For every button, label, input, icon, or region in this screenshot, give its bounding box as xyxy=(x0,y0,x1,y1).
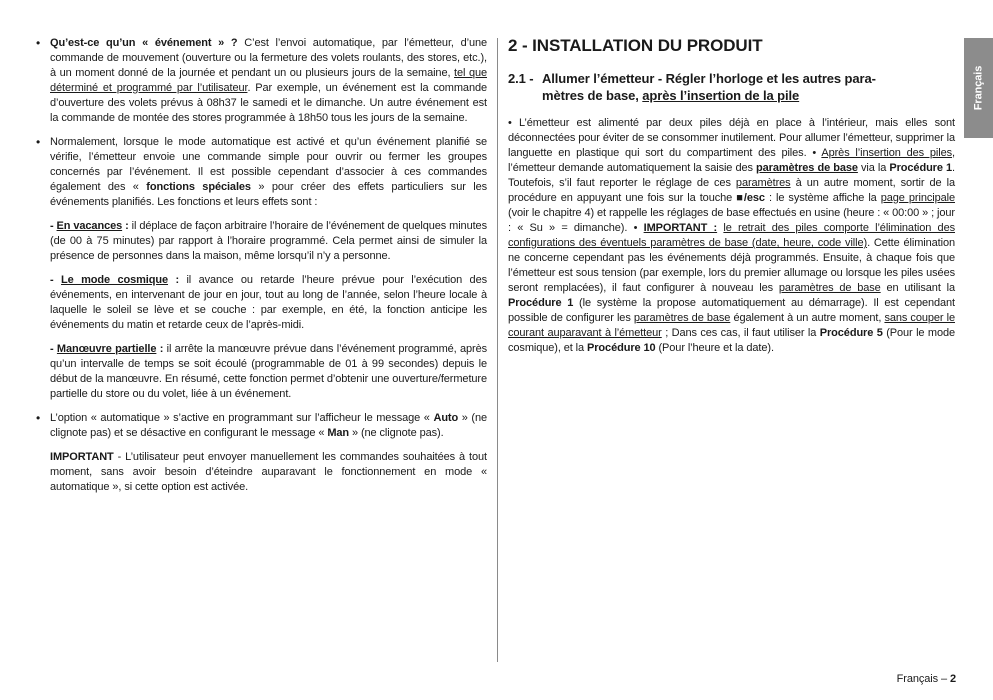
language-side-tab-label: Français xyxy=(972,65,984,111)
paragraph-cosmic-mode: - Le mode cosmique : il avance ou retarde l’heure prévue pour l’exécution des événements, en intervenant de jour en jour, tout au long de l’année, selon l’heure locale à laquelle le soleil se lève et se couche : par exemple, en été, la fonction anticipe les événements du matin et retarde ceux de l’après-midi. xyxy=(50,274,487,331)
cosmic-mode-term: Le mode cosmique xyxy=(61,274,169,286)
vacation-mode-term: En vacances xyxy=(56,220,123,232)
installation-body: • L’émetteur est alimenté par deux piles déjà en place à l’intérieur, mais elles sont déconnectées pour éviter de se consommer inutilement. Pour allumer l’émetteur, supprimer la languette en plastique qui sort du compartiment des piles. • Après l’insertion des piles, l’émetteur demande automatiquement la saisie des paramètres de base via la Procédure 1. Toutefois, s’il faut reporter le réglage de ces paramètres à un autre moment, sortir de la procédure en appuyant une fois sur la touche ■/esc : le système affiche la page principale (voir le chapitre 4) et rappelle les réglages de base effectués en usine (heure : « 00:00 » ; jour : « Su » = dimanche). • IMPORTANT : le retrait des piles comporte l’élimination des configurations des éventuels paramètres de base (date, heure, code ville). Cette élimination ne concerne cependant pas les événements déjà programmés. Ensuite, à chaque fois que l’émetteur est sous tension (par exemple, lors du premier allumage ou lorsque les piles usées seront remplacées), il faut configurer à nouveau les paramètres de base en utilisant la Procédure 1 (le système la propose automatiquement au démarrage). Il est cependant possible de configurer les paramètres de base également à un autre moment, sans couper le courant auparavant à l’émetteur ; Dans ces cas, il faut utiliser la Procédure 5 (Pour le mode cosmique), et la Procédure 10 (Pour l’heure et la date). xyxy=(508,117,956,354)
column-divider xyxy=(497,38,498,662)
paragraph-auto-option: • L’option « automatique » s’active en programmant sur l’afficheur le message « Auto » (ne clignote pas) et se désactive en configurant le message « Man » (ne clignote pas). xyxy=(36,411,487,441)
esc-key-label: ■/esc xyxy=(736,192,765,204)
page-footer xyxy=(897,672,956,687)
event-question: Qu’est-ce qu’un « événement » ? xyxy=(50,37,238,49)
subsection-title: 2.1 - Allumer l’émetteur - Régler l’horloge et les autres para- mètres de base, après l’insertion de la pile xyxy=(508,71,876,103)
right-column xyxy=(508,36,955,356)
paragraph-vacation-mode: - En vacances : il déplace de façon arbitraire l’horaire de l’événement de quelques minutes (de 00 à 75 minutes) par rapport à l’horaire programmé. Cela permet ainsi de simuler la présence de personnes dans la maison, même lorsqu’il n’y a personne. xyxy=(50,220,487,262)
language-side-tab xyxy=(964,38,993,138)
footer-language: Français – xyxy=(896,673,950,685)
section-title: 2 - INSTALLATION DU PRODUIT xyxy=(508,36,763,55)
left-column xyxy=(36,36,487,504)
paragraph-event-definition: • Qu’est-ce qu’un « événement » ? C’est l’envoi automatique, par l’émetteur, d’une commande de mouvement (ouverture ou la fermeture des volets roulants, des stores, etc.), à un moment donné de la journée et pendant un ou plusieurs jours de la semaine, tel que déterminé et programmé par l’utilisateur. Par exemple, un événement est la commande d’ouverture des volets prévus à 08h37 le samedi et le dimanche. Un autre événement est la commande de montée des stores programmée à 18h50 tous les jours de la semaine. xyxy=(36,36,487,126)
page-number: 2 xyxy=(949,673,956,685)
paragraph-partial-maneuver: - Manœuvre partielle : il arrête la manœuvre prévue dans l’événement programmé, après qu’un intervalle de temps se soit écoulé (programmable de 01 à 99 secondes) depuis le début de la manœuvre. En résumé, cette fonction permet d’obtenir une ouverture/fermeture partielle du store ou du volet, liée à un événement. xyxy=(50,343,487,400)
paragraph-special-functions: • Normalement, lorsque le mode automatique est activé et qu’un événement planifié se vérifie, l’émetteur envoie une commande simple pour ouvrir ou fermer les groupes concernés par l’événement. Il est possible cependant d’associer à ces commandes également des « fonctions spéciales » pour créer des effets particuliers sur les événements planifiés. Les fonctions et leurs effets sont : xyxy=(36,135,487,210)
partial-maneuver-term: Manœuvre partielle xyxy=(56,343,157,355)
paragraph-important-manual: IMPORTANT - L’utilisateur peut envoyer manuellement les commandes souhaitées à tout moment, sans avoir besoin d’éteindre auparavant le fonctionnement en mode « automatique », si cette option est activée. xyxy=(50,451,487,493)
